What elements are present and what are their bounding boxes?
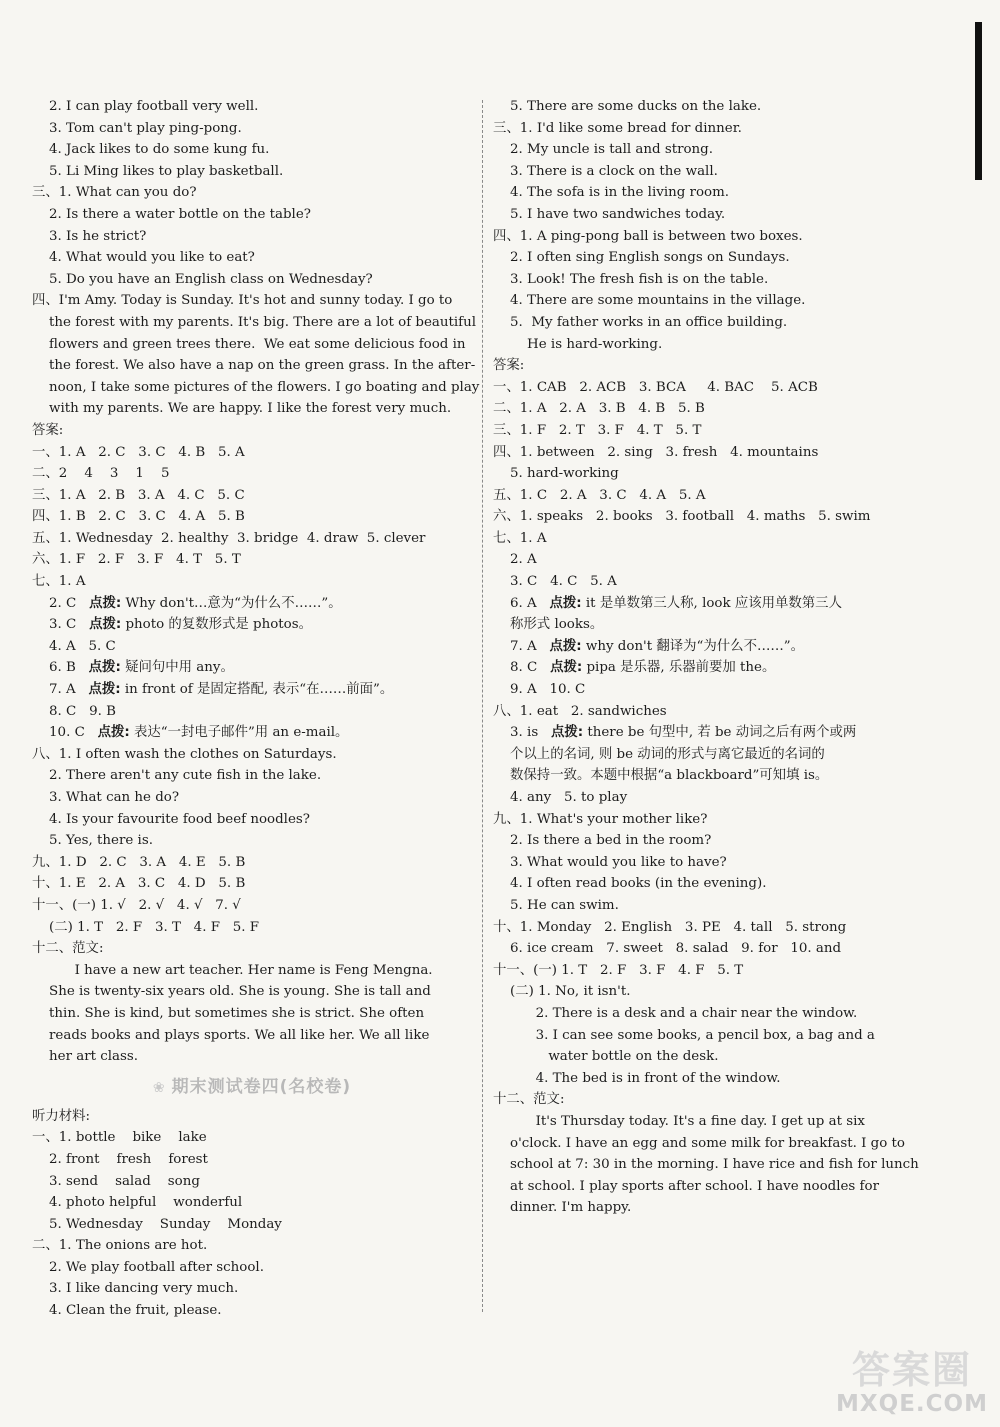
text-line xyxy=(32,787,472,809)
listening-material-lines xyxy=(32,1106,472,1322)
text-line xyxy=(32,377,480,399)
line-text: 4. A 5. C xyxy=(32,638,116,654)
text-line xyxy=(493,593,933,615)
line-text: 5. I have two sandwiches today. xyxy=(493,206,726,222)
text-line xyxy=(32,204,472,226)
text-line xyxy=(493,1025,933,1047)
text-line xyxy=(493,852,933,874)
text-line xyxy=(493,485,933,507)
text-line xyxy=(493,398,933,420)
text-line xyxy=(32,852,472,874)
line-text: 6. ice cream 7. sweet 8. salad 9. for 10. and xyxy=(493,941,842,957)
text-line xyxy=(493,96,933,118)
text-line xyxy=(32,765,472,787)
line-text: reads books and plays sports. We all like her. We all like xyxy=(32,1027,430,1043)
text-line xyxy=(493,1197,933,1219)
text-line xyxy=(32,334,472,356)
hint-label: 点拨: xyxy=(88,682,121,698)
hint-text: Why don't…意为“为什么不……”。 xyxy=(121,595,342,611)
line-text: 3. What would you like to have? xyxy=(493,854,727,870)
line-text: 5. My father works in an office building. xyxy=(493,314,788,330)
line-text: 二、1. A 2. A 3. B 4. B 5. B xyxy=(493,401,705,417)
line-text: 八、1. I often wash the clothes on Saturdays. xyxy=(32,746,337,762)
left-column xyxy=(32,96,480,1322)
text-line xyxy=(32,830,472,852)
line-text: 3. C xyxy=(32,617,90,633)
line-text: 4. photo helpful wonderful xyxy=(32,1195,243,1211)
line-text: 数保持一致。本题中根据“a blackboard”可知填 is。 xyxy=(493,768,829,784)
text-line xyxy=(32,1171,472,1193)
line-text: flowers and green trees there. We eat some delicious food in xyxy=(32,336,466,352)
text-line xyxy=(493,528,933,550)
text-line xyxy=(32,917,472,939)
line-text: 三、1. A 2. B 3. A 4. C 5. C xyxy=(32,487,245,503)
line-text: 十一、(一) 1. T 2. F 3. F 4. F 5. T xyxy=(493,962,744,978)
text-line xyxy=(32,1278,472,1300)
text-line xyxy=(32,636,472,658)
text-line xyxy=(493,938,933,960)
text-line xyxy=(32,1192,472,1214)
line-text: 5. Yes, there is. xyxy=(32,833,153,849)
line-text: 答案: xyxy=(493,358,525,374)
line-text: 2. I often sing English songs on Sundays. xyxy=(493,250,790,266)
text-line xyxy=(32,96,472,118)
text-line xyxy=(32,118,472,140)
text-line xyxy=(32,1025,472,1047)
line-text: 称形式 looks。 xyxy=(493,617,604,633)
text-line xyxy=(32,226,472,248)
line-text: 7. A xyxy=(493,638,550,654)
line-text: the forest. We also have a nap on the green grass. In the after- xyxy=(32,358,476,374)
line-text: 四、1. A ping-pong ball is between two boxes. xyxy=(493,228,803,244)
line-text: 8. C xyxy=(493,660,551,676)
text-line xyxy=(493,139,933,161)
line-text: 3. Is he strict? xyxy=(32,228,147,244)
text-line xyxy=(32,398,472,420)
line-text: 四、I'm Amy. Today is Sunday. It's hot and sunny today. I go to xyxy=(32,293,453,309)
text-line xyxy=(493,701,933,723)
line-text: 3. Look! The fresh fish is on the table. xyxy=(493,271,769,287)
text-line xyxy=(32,1127,472,1149)
line-text: 9. A 10. C xyxy=(493,682,586,698)
line-text: 4. What would you like to eat? xyxy=(32,250,255,266)
text-line xyxy=(32,463,472,485)
text-line xyxy=(32,1235,472,1257)
line-text: 二、1. The onions are hot. xyxy=(32,1238,208,1254)
text-line xyxy=(493,226,933,248)
text-line xyxy=(493,442,933,464)
line-text: at school. I play sports after school. I have noodles for xyxy=(493,1178,879,1194)
hint-label: 点拨: xyxy=(549,595,582,611)
line-text: 3. What can he do? xyxy=(32,790,180,805)
text-line xyxy=(493,1068,933,1090)
text-line xyxy=(32,247,472,269)
line-text: 5. Li Ming likes to play basketball. xyxy=(32,163,284,179)
line-text: 6. A xyxy=(493,595,550,611)
line-text: 八、1. eat 2. sandwiches xyxy=(493,703,667,719)
line-text: 二、2 4 3 1 5 xyxy=(32,466,170,482)
text-line xyxy=(32,442,472,464)
text-line xyxy=(493,679,933,701)
line-text: 七、1. A xyxy=(32,574,86,590)
line-text: 5. Wednesday Sunday Monday xyxy=(32,1216,282,1232)
text-line xyxy=(493,787,933,809)
line-text: 九、1. What's your mother like? xyxy=(493,811,708,827)
hint-text: it 是单数第三人称, look 应该用单数第三人 xyxy=(581,595,842,611)
line-text: 2. I can play football very well. xyxy=(32,99,259,114)
line-text: 三、1. I'd like some bread for dinner. xyxy=(493,120,742,136)
text-line xyxy=(493,549,933,571)
text-line xyxy=(32,312,477,334)
line-text: water bottle on the desk. xyxy=(493,1049,719,1065)
text-line xyxy=(493,960,933,982)
line-text: 2. A xyxy=(493,552,537,568)
text-line xyxy=(493,809,933,831)
text-line xyxy=(32,1149,472,1171)
line-text: 2. We play football after school. xyxy=(32,1259,264,1275)
line-text: 十一、(一) 1. √ 2. √ 4. √ 7. √ xyxy=(32,897,241,913)
line-text: 4. The sofa is in the living room. xyxy=(493,185,730,201)
line-text: 2. Is there a water bottle on the table? xyxy=(32,206,311,222)
text-line xyxy=(32,506,472,528)
line-text: 四、1. B 2. C 3. C 4. A 5. B xyxy=(32,509,245,525)
text-line xyxy=(493,873,933,895)
text-line xyxy=(32,657,472,679)
text-line xyxy=(493,571,933,593)
left-answer-lines xyxy=(32,96,480,1068)
hint-text: 表达“一封电子邮件”用 an e-mail。 xyxy=(129,725,349,741)
line-text: 十、1. Monday 2. English 3. PE 4. tall 5. strong xyxy=(493,919,847,935)
line-text: noon, I take some pictures of the flowers. I go boating and play xyxy=(32,379,480,395)
text-line xyxy=(32,1106,472,1128)
line-text: 一、1. bottle bike lake xyxy=(32,1130,207,1146)
line-text: He is hard-working. xyxy=(493,336,663,352)
text-line xyxy=(32,873,472,895)
line-text: 4. There are some mountains in the village. xyxy=(493,293,806,309)
hint-text: 疑问句中用 any。 xyxy=(120,660,234,676)
text-line xyxy=(493,1003,933,1025)
line-text: 4. Is your favourite food beef noodles? xyxy=(32,811,310,827)
text-line xyxy=(32,938,472,960)
line-text: 六、1. F 2. F 3. F 4. T 5. T xyxy=(32,552,241,568)
paw-icon: ❀ xyxy=(152,1079,166,1096)
line-text: 三、1. F 2. T 3. F 4. T 5. T xyxy=(493,422,702,438)
text-line xyxy=(493,377,933,399)
text-line xyxy=(32,809,472,831)
line-text: the forest with my parents. It's big. There are a lot of beautiful xyxy=(32,314,477,330)
line-text: 8. C 9. B xyxy=(32,703,116,719)
section-title xyxy=(32,1068,472,1106)
text-line xyxy=(32,744,472,766)
text-line xyxy=(32,722,472,744)
line-text: 一、1. A 2. C 3. C 4. B 5. A xyxy=(32,444,245,460)
text-line xyxy=(32,528,472,550)
line-text: 五、1. Wednesday 2. healthy 3. bridge 4. draw 5. clever xyxy=(32,530,426,546)
text-line xyxy=(493,420,933,442)
text-line xyxy=(493,334,933,356)
line-text: 五、1. C 2. A 3. C 4. A 5. A xyxy=(493,487,706,503)
line-text: 4. Jack likes to do some kung fu. xyxy=(32,142,270,158)
line-text: 十二、范文: xyxy=(493,1092,565,1108)
text-line xyxy=(493,1176,933,1198)
line-text: with my parents. We are happy. I like the forest very much. xyxy=(32,401,452,417)
line-text: 九、1. D 2. C 3. A 4. E 5. B xyxy=(32,854,246,870)
text-line xyxy=(32,1257,472,1279)
column-divider xyxy=(482,100,483,1312)
line-text: 2. Is there a bed in the room? xyxy=(493,833,712,849)
text-line xyxy=(32,1214,472,1236)
text-line xyxy=(493,204,933,226)
line-text: her art class. xyxy=(32,1049,139,1065)
line-text: 听力材料: xyxy=(32,1108,91,1124)
text-line xyxy=(32,269,472,291)
line-text: 2. My uncle is tall and strong. xyxy=(493,142,714,158)
text-line xyxy=(493,722,933,744)
text-line xyxy=(32,290,472,312)
right-answer-lines xyxy=(493,96,933,1219)
line-text: 3. I can see some books, a pencil box, a bag and a xyxy=(493,1027,875,1043)
text-line xyxy=(493,895,933,917)
watermark-bottom-text: MXQE.COM xyxy=(836,1391,988,1417)
text-line xyxy=(493,463,933,485)
line-text: 六、1. speaks 2. books 3. football 4. maths 5. swim xyxy=(493,509,871,525)
hint-label: 点拨: xyxy=(550,725,584,741)
text-line xyxy=(493,182,933,204)
line-text: 5. Do you have an English class on Wednesday? xyxy=(32,271,373,287)
text-line xyxy=(32,1003,472,1025)
line-text: 个以上的名词, 则 be 动词的形式与离它最近的名词的 xyxy=(493,746,825,762)
line-text: 3. I like dancing very much. xyxy=(32,1281,239,1297)
text-line xyxy=(32,981,472,1003)
text-line xyxy=(32,593,472,615)
line-text: 5. He can swim. xyxy=(493,897,619,913)
text-line xyxy=(32,485,472,507)
line-text: 3. Tom can't play ping-pong. xyxy=(32,120,242,136)
line-text: 7. A xyxy=(32,682,89,698)
line-text: 七、1. A xyxy=(493,530,547,546)
text-line xyxy=(32,182,472,204)
line-text: 2. front fresh forest xyxy=(32,1151,208,1167)
line-text: 2. C xyxy=(32,595,90,611)
line-text: school at 7: 30 in the morning. I have rice and fish for lunch xyxy=(493,1157,919,1173)
text-line xyxy=(493,917,933,939)
hint-label: 点拨: xyxy=(89,617,122,633)
section-title-text: 期末测试卷四(名校卷) xyxy=(171,1076,352,1097)
text-line xyxy=(32,420,472,442)
line-text: 3. There is a clock on the wall. xyxy=(493,163,718,179)
text-line xyxy=(32,161,472,183)
text-line xyxy=(32,549,472,571)
hint-label: 点拨: xyxy=(97,725,130,741)
text-line xyxy=(493,1154,933,1176)
line-text: 5. There are some ducks on the lake. xyxy=(493,99,762,114)
text-line xyxy=(32,960,472,982)
line-text: dinner. I'm happy. xyxy=(493,1200,632,1216)
text-line xyxy=(493,1111,933,1133)
line-text: 3. C 4. C 5. A xyxy=(493,574,617,590)
hint-text: pipa 是乐器, 乐器前要加 the。 xyxy=(582,660,776,676)
text-line xyxy=(493,312,933,334)
line-text: 10. C xyxy=(32,725,98,741)
text-line xyxy=(32,139,472,161)
line-text: It's Thursday today. It's a fine day. I get up at six xyxy=(493,1113,865,1129)
page-edge-bar xyxy=(975,22,982,180)
hint-label: 点拨: xyxy=(89,595,122,611)
text-line xyxy=(32,1046,472,1068)
text-line xyxy=(493,1089,933,1111)
line-text: 4. Clean the fruit, please. xyxy=(32,1303,222,1319)
line-text: 答案: xyxy=(32,422,64,438)
line-text: 2. There aren't any cute fish in the lake. xyxy=(32,768,322,784)
line-text: 四、1. between 2. sing 3. fresh 4. mountains xyxy=(493,444,819,460)
text-line xyxy=(493,269,933,291)
line-text: 4. The bed is in front of the window. xyxy=(493,1070,781,1086)
line-text: (二) 1. No, it isn't. xyxy=(493,984,631,1000)
line-text: 6. B xyxy=(32,660,89,676)
line-text: 2. There is a desk and a chair near the window. xyxy=(493,1005,858,1021)
hint-label: 点拨: xyxy=(549,638,582,654)
text-line xyxy=(32,679,472,701)
text-line xyxy=(493,830,933,852)
line-text: 十、1. E 2. A 3. C 4. D 5. B xyxy=(32,876,246,892)
watermark-logo xyxy=(828,1339,988,1417)
line-text: She is twenty-six years old. She is young. She is tall and xyxy=(32,984,431,1000)
right-column xyxy=(493,96,933,1219)
line-text: 3. is xyxy=(493,725,551,741)
text-line xyxy=(32,895,472,917)
text-line xyxy=(493,1133,933,1155)
text-line xyxy=(493,765,933,787)
text-line xyxy=(32,571,472,593)
line-text: 3. send salad song xyxy=(32,1173,200,1189)
hint-text: photo 的复数形式是 photos。 xyxy=(121,617,312,633)
line-text: 一、1. CAB 2. ACB 3. BCA 4. BAC 5. ACB xyxy=(493,379,818,395)
text-line xyxy=(493,614,933,636)
text-line xyxy=(32,701,472,723)
text-line xyxy=(32,1300,472,1322)
text-line xyxy=(493,247,933,269)
hint-label: 点拨: xyxy=(550,660,583,676)
line-text: 十二、范文: xyxy=(32,941,104,957)
line-text: (二) 1. T 2. F 3. T 4. F 5. F xyxy=(32,919,260,935)
hint-text: why don't 翻译为“为什么不……”。 xyxy=(581,638,804,654)
hint-text: in front of 是固定搭配, 表示“在……前面”。 xyxy=(120,682,394,698)
text-line xyxy=(493,636,933,658)
text-line xyxy=(493,657,933,679)
line-text: 三、1. What can you do? xyxy=(32,185,197,201)
text-line xyxy=(493,161,933,183)
text-line xyxy=(493,981,933,1003)
hint-text: there be 句型中, 若 be 动词之后有两个或两 xyxy=(583,725,857,741)
line-text: 5. hard-working xyxy=(493,466,619,482)
text-line xyxy=(32,355,476,377)
line-text: 4. I often read books (in the evening). xyxy=(493,876,767,892)
hint-label: 点拨: xyxy=(88,660,121,676)
text-line xyxy=(493,290,933,312)
text-line xyxy=(493,744,933,766)
text-line xyxy=(493,506,933,528)
line-text: thin. She is kind, but sometimes she is strict. She often xyxy=(32,1005,425,1021)
watermark-top-text: 答案圈 xyxy=(851,1348,972,1392)
line-text: I have a new art teacher. Her name is Feng Mengna. xyxy=(32,962,433,978)
text-line xyxy=(32,614,472,636)
text-line xyxy=(493,118,933,140)
text-line xyxy=(493,1046,933,1068)
line-text: o'clock. I have an egg and some milk for breakfast. I go to xyxy=(493,1135,905,1151)
text-line xyxy=(493,355,933,377)
line-text: 4. any 5. to play xyxy=(493,790,628,805)
